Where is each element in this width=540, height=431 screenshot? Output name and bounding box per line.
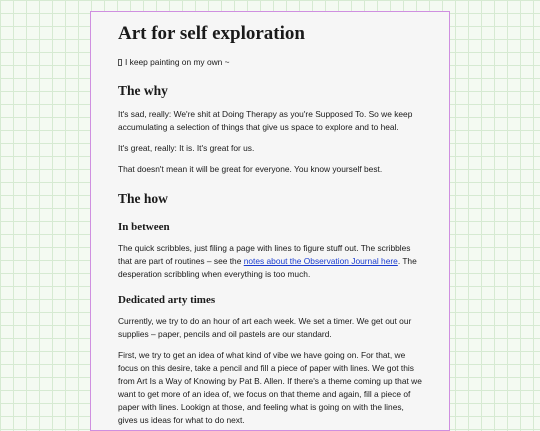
in-between-text-before: The quick scribbles, just filing a page with lines to figure stuff out. The scribbles that are part of routines – see the <box>118 243 411 266</box>
heading-dedicated-arty-times: Dedicated arty times <box>118 294 216 306</box>
heading-how: The how <box>118 191 168 206</box>
heading-in-between: In between <box>118 221 170 233</box>
why-paragraph-3: That doesn't mean it will be great for everyone. You know yourself best. <box>118 164 383 174</box>
tagline-text: I keep painting on my own ~ <box>125 57 230 67</box>
in-between-paragraph <box>118 242 425 281</box>
article-page <box>90 11 450 431</box>
dedicated-paragraph-2: First, we try to get an idea of what kind of vibe we have going on. For that, we focus on this desire, take a pencil and fill a piece of paper with lines. We got this from Art Is a Way of Knowing by Pat B. Allen. If there's a theme coming up that we want to get more of an idea of, we focus on that theme and again, fill a piece of paper with lines. Lookign at those, and feeling what is going on with the lines, gives us ideas for what to do next. <box>118 350 422 425</box>
why-paragraph-2: It's great, really: It is. It's great for us. <box>118 143 255 153</box>
tagline <box>118 56 425 68</box>
why-paragraph-1: It's sad, really: We're shit at Doing Therapy as you're Supposed To. So we keep accumulating a selection of things that give us space to explore and to heal. <box>118 109 413 132</box>
page-title: Art for self exploration <box>118 23 305 44</box>
in-between-text-after: . The desperation scribbling when everything is too much. <box>118 256 417 279</box>
observation-journal-link[interactable]: notes about the Observation Journal here <box>243 256 398 266</box>
dedicated-paragraph-1: Currently, we try to do an hour of art each week. We set a timer. We get out our supplies – paper, pencils and oil pastels are our standard. <box>118 316 412 339</box>
unknown-glyph-icon <box>118 59 122 66</box>
heading-why: The why <box>118 83 168 98</box>
